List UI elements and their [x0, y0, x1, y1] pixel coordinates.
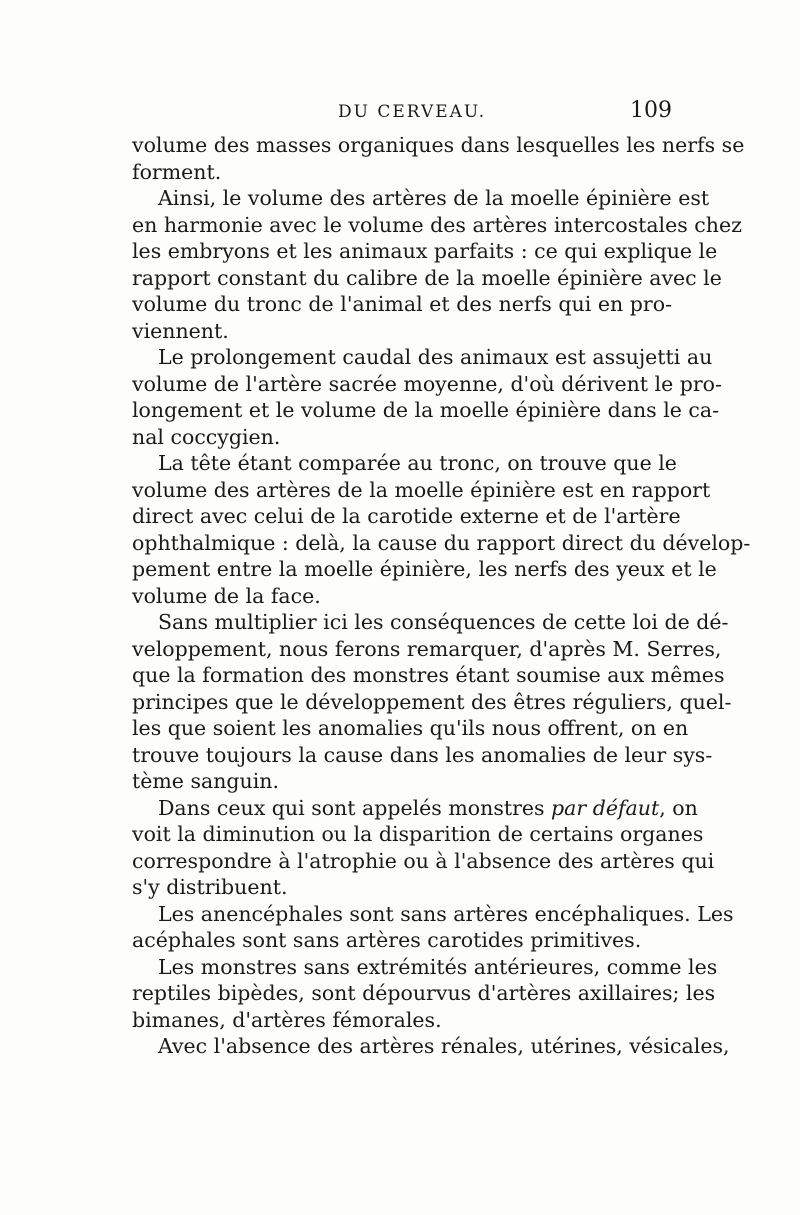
- text-line: en harmonie avec le volume des artères intercostales chez: [132, 212, 742, 237]
- text-line: correspondre à l'atrophie ou à l'absence des artères qui: [132, 848, 715, 873]
- text-line: viennent.: [132, 318, 229, 343]
- text-line: principes que le développement des êtres réguliers, quel-: [132, 689, 732, 714]
- text-line: longement et le volume de la moelle épinière dans le ca-: [132, 398, 720, 422]
- text-line: volume de la face.: [132, 583, 321, 608]
- text-line: direct avec celui de la carotide externe et de l'artère: [132, 504, 681, 528]
- text-line: s'y distribuent.: [132, 875, 288, 899]
- text-line: Le prolongement caudal des animaux est assujetti au: [158, 345, 713, 369]
- text-line: Avec l'absence des artères rénales, utérines, vésicales,: [158, 1034, 730, 1058]
- text-line: voit la diminution ou la disparition de certains organes: [132, 822, 704, 846]
- text-line: trouve toujours la cause dans les anomalies de leur sys-: [132, 742, 713, 767]
- text-line: que la formation des monstres étant soumise aux mêmes: [132, 663, 725, 687]
- text-line: les que soient les anomalies qu'ils nous offrent, on en: [132, 716, 689, 740]
- text-line: ophthalmique : delà, la cause du rapport direct du dévelop-: [132, 530, 751, 555]
- text-line: veloppement, nous ferons remarquer, d'après M. Serres,: [132, 636, 722, 661]
- text-line: forment.: [132, 159, 222, 184]
- running-head: [132, 98, 672, 132]
- page-number: 109: [630, 98, 672, 123]
- text-line: les embryons et les animaux parfaits : ce qui explique le: [132, 239, 718, 263]
- text-line: nal coccygien.: [132, 424, 281, 449]
- text-line: tème sanguin.: [132, 769, 280, 793]
- text-line: reptiles bipèdes, sont dépourvus d'artères axillaires; les: [132, 981, 716, 1005]
- running-title: DU CERVEAU.: [338, 102, 487, 122]
- text-line: Les monstres sans extrémités antérieures, comme les: [158, 954, 718, 979]
- text-line: volume des artères de la moelle épinière est en rapport: [132, 477, 711, 502]
- text-line: volume du tronc de l'animal et des nerfs qui en pro-: [132, 292, 672, 316]
- text-line: pement entre la moelle épinière, les nerfs des yeux et le: [132, 557, 717, 581]
- text-line-with-italic: [132, 795, 698, 822]
- text-line: rapport constant du calibre de la moelle épinière avec le: [132, 265, 722, 290]
- text-line: acéphales sont sans artères carotides primitives.: [132, 928, 642, 952]
- text-line: volume de l'artère sacrée moyenne, d'où dérivent le pro-: [132, 371, 722, 396]
- italic-term: par défaut: [551, 795, 660, 820]
- text-line: Les anencéphales sont sans artères encéphaliques. Les: [158, 901, 734, 926]
- text-line: Ainsi, le volume des artères de la moelle épinière est: [158, 186, 710, 210]
- text-line: La tête étant comparée au tronc, on trouve que le: [158, 451, 677, 475]
- body-text: [132, 132, 751, 1060]
- text-line: Sans multiplier ici les conséquences de cette loi de dé-: [158, 610, 729, 634]
- text-line: volume des masses organiques dans lesquelles les nerfs se: [132, 133, 745, 157]
- text-line: bimanes, d'artères fémorales.: [132, 1007, 442, 1032]
- text-segment: Dans ceux qui sont appelés monstres: [158, 795, 552, 820]
- text-segment: , on: [659, 795, 698, 820]
